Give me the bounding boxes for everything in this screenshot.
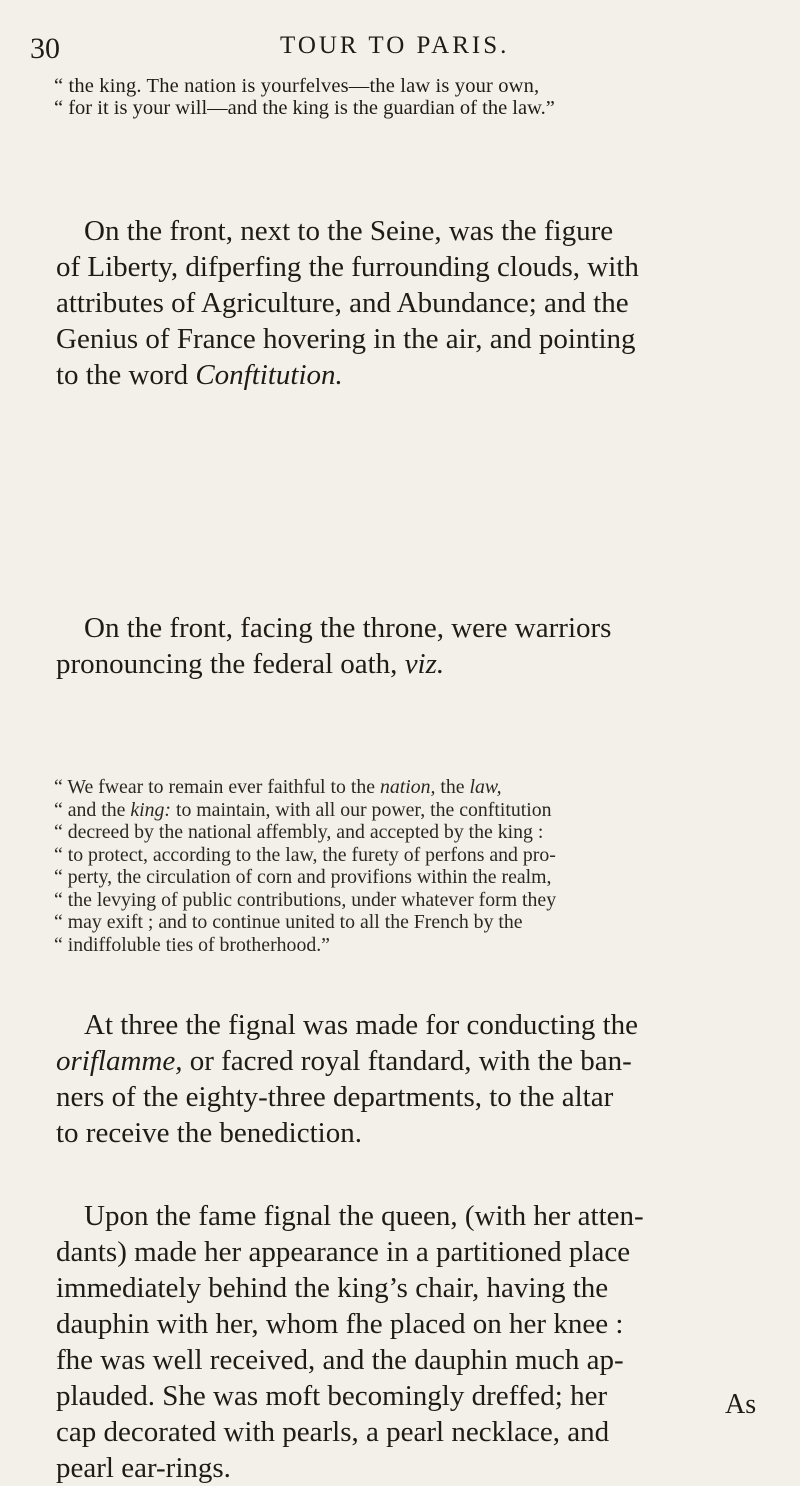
text-line: Genius of France hovering in the air, and pointing xyxy=(56,323,636,355)
paragraph-warriors xyxy=(56,610,786,682)
text-line: “ may exift ; and to continue united to all the French by the xyxy=(54,911,523,933)
text-line: On the front, next to the Seine, was the figure xyxy=(84,215,614,247)
text-line xyxy=(54,776,784,799)
text-line: At three the fignal was made for conducting the xyxy=(84,1009,639,1041)
italic-word: Conftitution. xyxy=(195,359,343,391)
text-line: “ perty, the circulation of corn and provifions within the realm, xyxy=(54,866,552,888)
paragraph-signal xyxy=(56,1007,786,1151)
text-line: immediately behind the king’s chair, having the xyxy=(56,1272,609,1304)
text-span: the xyxy=(440,776,465,798)
text-line: cap decorated with pearls, a pearl necklace, and xyxy=(56,1416,610,1448)
text-span: to maintain, with all our power, the conftitution xyxy=(175,798,552,821)
text-line: dauphin with her, whom fhe placed on her knee : xyxy=(56,1308,624,1340)
text-line xyxy=(54,799,784,822)
text-span: “ We fwear to remain ever faithful to the xyxy=(54,776,375,798)
text-line: On the front, facing the throne, were warriors xyxy=(84,612,612,644)
page-number: 30 xyxy=(30,32,60,65)
text-line: ners of the eighty-three departments, to the altar xyxy=(56,1081,614,1113)
text-line: to receive the benediction. xyxy=(56,1117,362,1149)
paragraph-liberty xyxy=(56,213,786,393)
text-line: “ the king. The nation is yourfelves—the law is your own, xyxy=(54,75,540,97)
catchword: As xyxy=(725,1389,757,1420)
text-line: Upon the fame fignal the queen, (with her atten- xyxy=(84,1200,644,1232)
running-head: TOUR TO PARIS. xyxy=(280,32,510,59)
italic-word: nation, xyxy=(379,776,436,798)
text-span: pronouncing the federal oath, xyxy=(56,648,398,680)
text-line: “ decreed by the national affembly, and accepted by the king : xyxy=(54,821,544,843)
text-line xyxy=(56,646,786,682)
italic-word: viz. xyxy=(404,648,445,680)
quote-continuation xyxy=(54,75,784,119)
text-line: pearl ear-rings. xyxy=(56,1452,231,1484)
text-line: “ for it is your will—and the king is the guardian of the law.” xyxy=(54,97,555,119)
text-line xyxy=(56,1043,786,1079)
text-line xyxy=(56,357,786,393)
page-header xyxy=(0,22,800,65)
text-line: “ the levying of public contributions, under whatever form they xyxy=(54,888,557,911)
italic-word: law, xyxy=(469,776,502,798)
text-line: fhe was well received, and the dauphin much ap- xyxy=(56,1344,624,1376)
text-line: “ indiffoluble ties of brotherhood.” xyxy=(54,933,330,956)
text-line: attributes of Agriculture, and Abundance; and the xyxy=(56,287,629,319)
paragraph-queen xyxy=(56,1198,786,1486)
italic-word: king: xyxy=(130,798,172,821)
text-line: plauded. She was moft becomingly dreffed; her xyxy=(56,1380,608,1412)
text-span: to the word xyxy=(56,359,189,391)
federal-oath-quote xyxy=(54,776,784,956)
text-line: of Liberty, difperfing the furrounding clouds, with xyxy=(56,251,639,283)
text-span: or facred royal ftandard, with the ban- xyxy=(189,1045,632,1077)
text-span: “ and the xyxy=(54,798,126,821)
text-line: dants) made her appearance in a partitioned place xyxy=(56,1236,631,1268)
italic-word: oriflamme, xyxy=(56,1045,183,1077)
text-line: “ to protect, according to the law, the furety of perfons and pro- xyxy=(54,843,556,866)
